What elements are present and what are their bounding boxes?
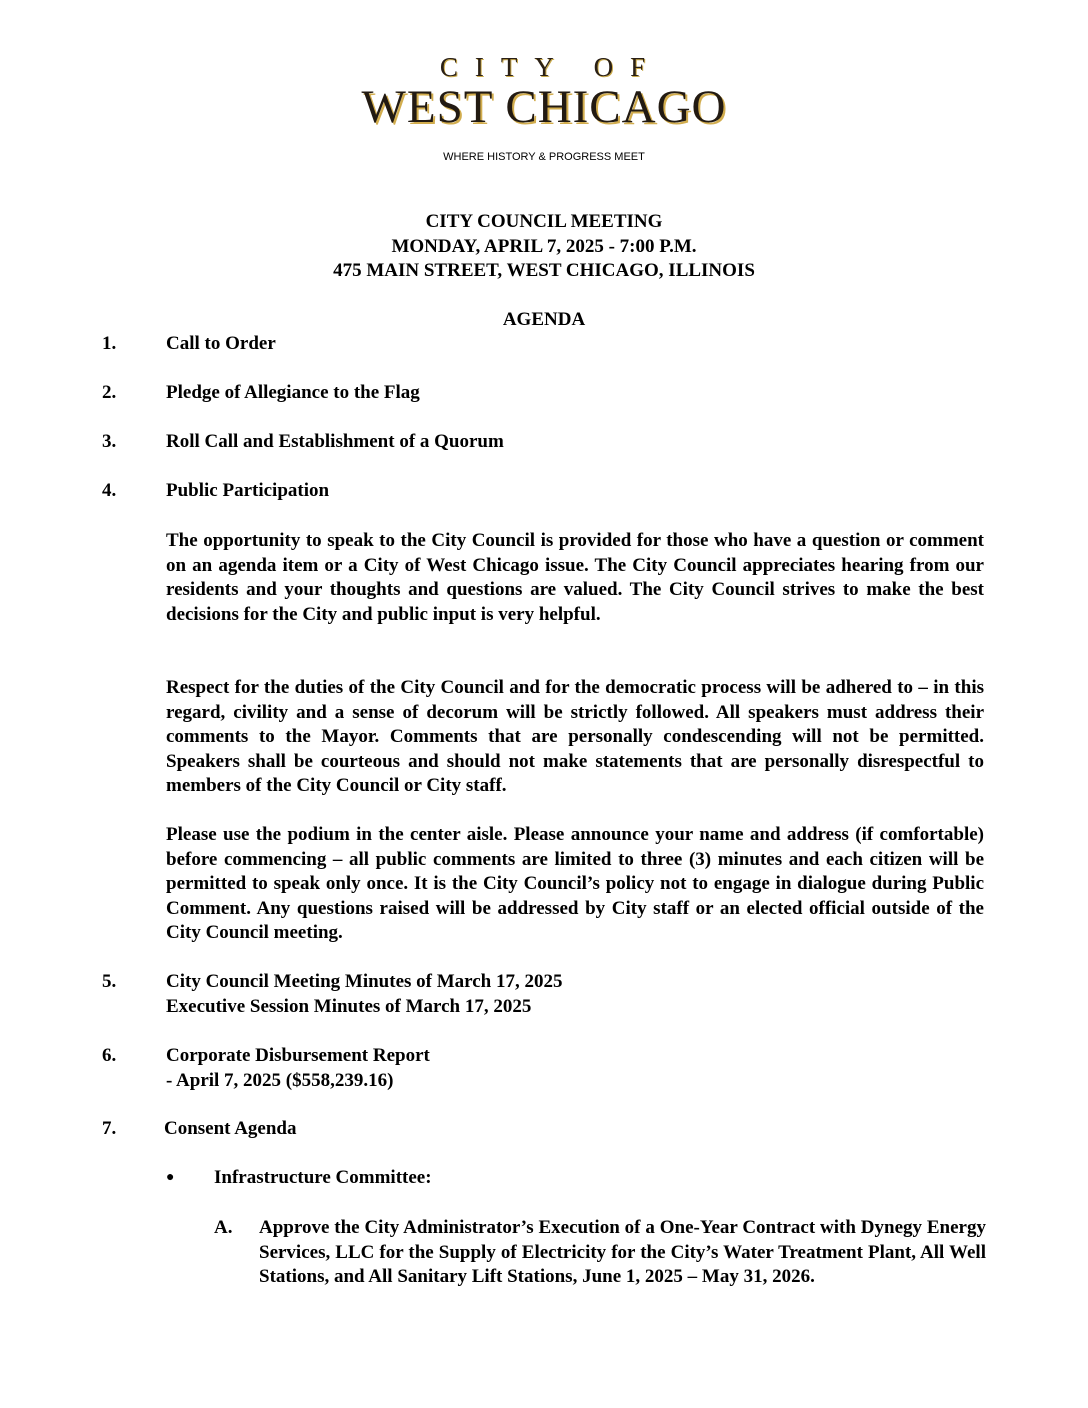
agenda-item-number: 6. xyxy=(102,1045,117,1066)
agenda-item-number: 2. xyxy=(102,382,117,403)
agenda-item-text: Corporate Disbursement Report xyxy=(166,1045,430,1066)
agenda-item-number: 1. xyxy=(102,333,117,354)
subitem-text: Approve the City Administrator’s Execution of a One-Year Contract with Dynegy Energy Services, LLC for the Supply of Electricity for the City’s Water Treatment Plant, All Well Stations, and All Sanitary Lift Stations, June 1, 2025 – May 31, 2026. xyxy=(259,1217,986,1287)
meeting-location: 475 MAIN STREET, WEST CHICAGO, ILLINOIS xyxy=(333,260,755,281)
agenda-item-number: 3. xyxy=(102,431,117,452)
logo-west-chicago: WEST CHICAGO xyxy=(361,81,727,133)
logo-city-of: CITY OF xyxy=(439,52,663,82)
agenda-title: AGENDA xyxy=(502,309,586,330)
meeting-title: CITY COUNCIL MEETING xyxy=(425,211,663,232)
subitem-letter: A. xyxy=(214,1217,233,1238)
agenda-item-number: 4. xyxy=(102,480,117,501)
meeting-header xyxy=(0,210,1088,284)
agenda-item-text: Roll Call and Establishment of a Quorum xyxy=(166,431,504,452)
public-participation-paragraph-3: Please use the podium in the center aisle. Please announce your name and address (if comfortable) before commencing – all public comments are limited to three (3) minutes and each citizen will be permitted to speak only once. It is the City Council’s policy not to engage in dialogue during Public Comment. Any questions raised will be addressed by City staff or an elected official outside of the City Council meeting. xyxy=(166,824,984,943)
committee-name: Infrastructure Committee: xyxy=(214,1167,432,1188)
agenda-item-text: Consent Agenda xyxy=(164,1118,297,1139)
agenda-item-text: Call to Order xyxy=(166,333,276,354)
agenda-item-number: 7. xyxy=(102,1118,117,1139)
public-participation-paragraph-1: The opportunity to speak to the City Council is provided for those who have a question or comment on an agenda item or a City of West Chicago issue. The City Council appreciates hearing from our residents and your thoughts and questions are valued. The City Council strives to make the best decisions for the City and public input is very helpful. xyxy=(166,530,984,625)
agenda-item-text-line2: - April 7, 2025 ($558,239.16) xyxy=(166,1069,394,1091)
agenda-item-text: Public Participation xyxy=(166,480,330,501)
tagline: WHERE HISTORY & PROGRESS MEET xyxy=(443,151,645,163)
meeting-date-time: MONDAY, APRIL 7, 2025 - 7:00 P.M. xyxy=(391,235,697,257)
public-participation-paragraph-2: Respect for the duties of the City Council and for the democratic process will be adhered to – in this regard, civility and a sense of decorum will be strictly followed. All speakers must address their comments to the Mayor. Comments that are personally condescending will not be permitted. Speakers shall be courteous and should not make statements that are personally disrespectful to members of the City Council or City staff. xyxy=(166,677,984,796)
agenda-item-text-line2: Executive Session Minutes of March 17, 2025 xyxy=(166,995,532,1017)
agenda-item-number: 5. xyxy=(102,971,117,992)
agenda-item-text: City Council Meeting Minutes of March 17, 2025 xyxy=(166,971,563,992)
agenda-item-text: Pledge of Allegiance to the Flag xyxy=(166,382,420,403)
city-logo xyxy=(0,52,1088,132)
bullet-icon: ● xyxy=(166,1170,175,1185)
